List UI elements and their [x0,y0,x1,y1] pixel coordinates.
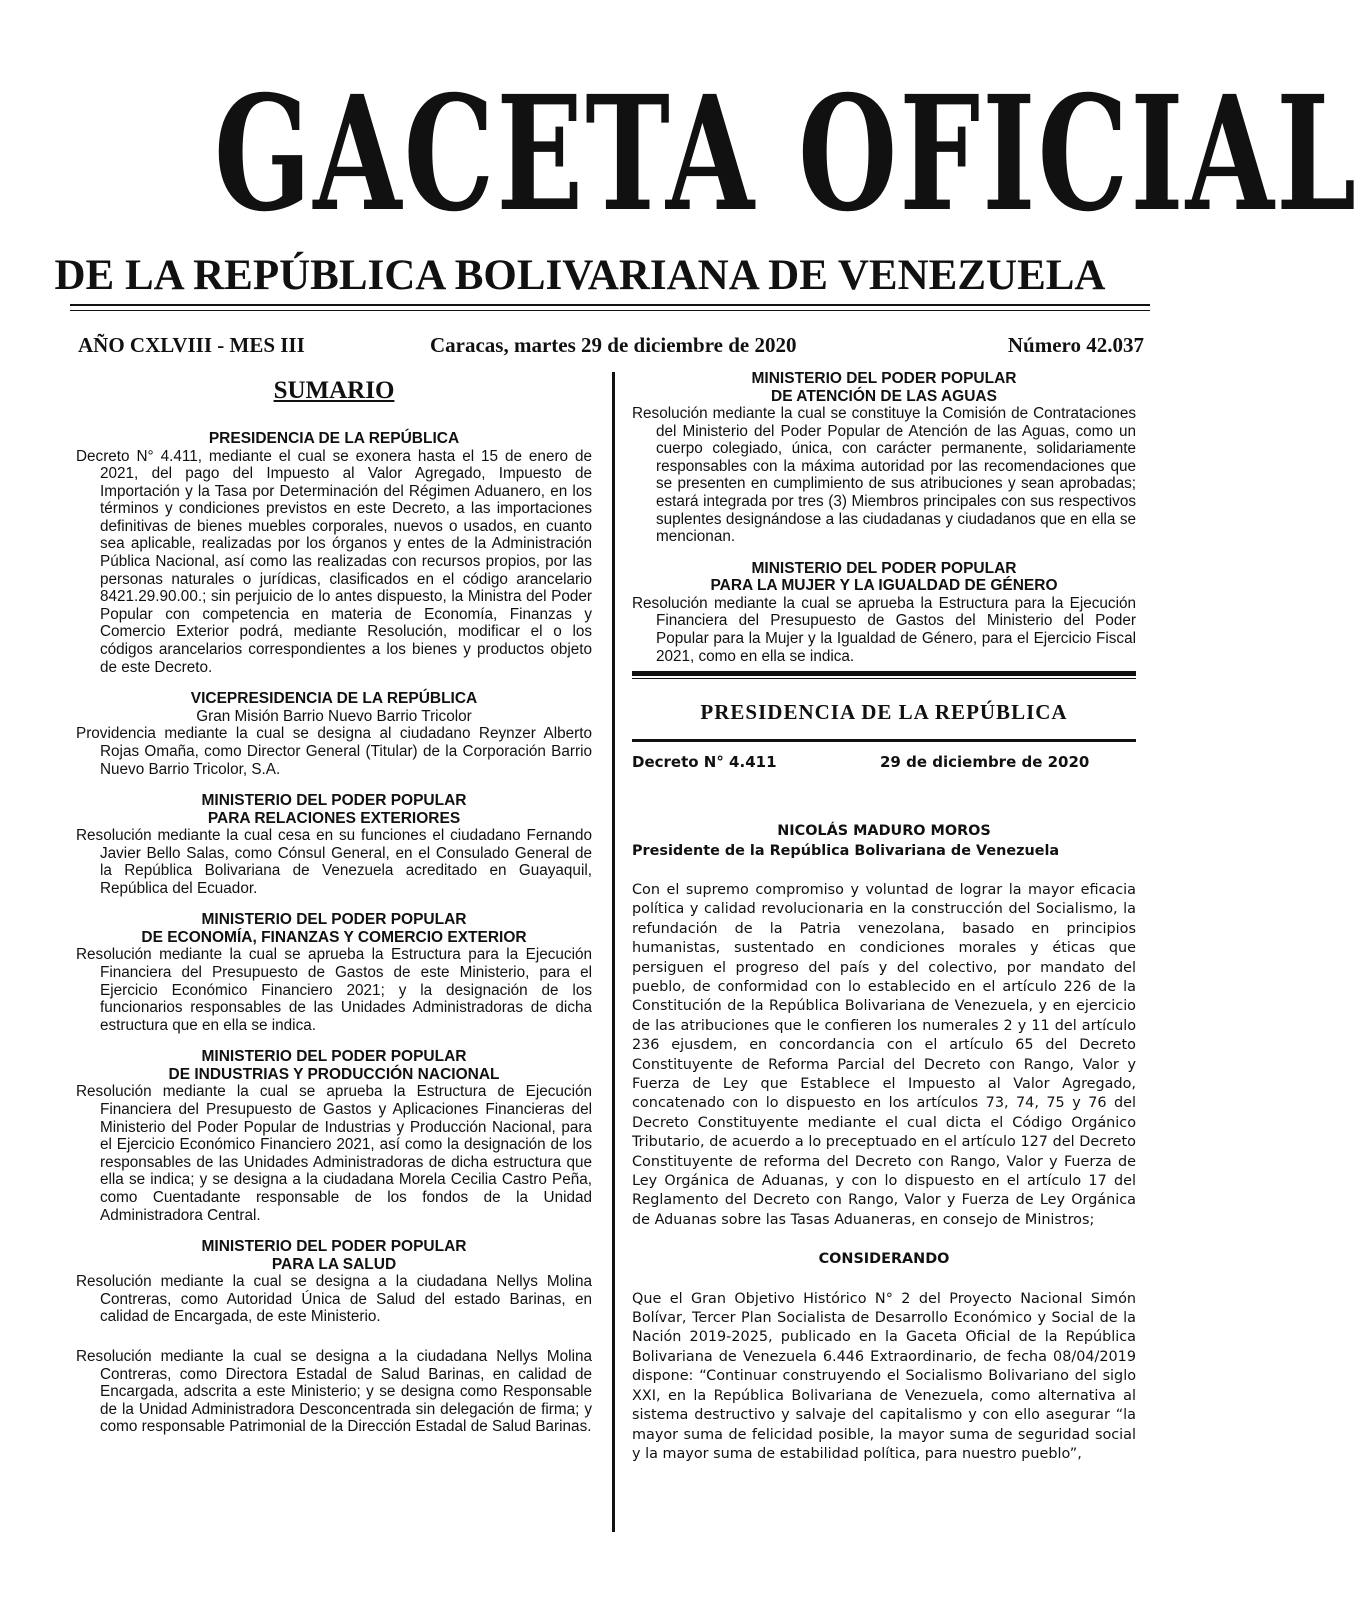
sumario-section [76,911,592,1034]
sumario-section [632,560,1136,665]
masthead-subtitle: DE LA REPÚBLICA BOLIVARIANA DE VENEZUELA [54,252,1106,299]
sumario-entry: Resolución mediante la cual se constituye la Comisión de Contrataciones del Ministerio del Poder Popular de Atención de las Aguas, como un cuerpo colegiado, única, con carácter permanente, solidariamente responsables con la máxima autoridad por las recomendaciones que se presenten en cumplimiento de sus atribuciones y sean aprobadas; estará integrada por tres (3) Miembros principales con sus respectivos suplentes designándose a las ciudadanas y ciudadanos que en ella se mencionan. [632,405,1136,546]
section-heading: MINISTERIO DEL PODER POPULAR [201,792,467,810]
decree-section-title: PRESIDENCIA DE LA REPÚBLICA [700,700,1068,725]
section-heading: MINISTERIO DEL PODER POPULAR [751,370,1017,387]
sumario-entry: Resolución mediante la cual cesa en su funciones el ciudadano Fernando Javier Bello Salas, como Cónsul General, en el Consulado General de la República Bolivariana de Venezuela acreditado en Guayaquil, República del Ecuador. [76,827,592,897]
decree-intro-paragraph: Con el supremo compromiso y voluntad de lograr la mayor eficacia política y calidad revolucionaria en la construcción del Socialismo, la refundación de la Patria venezolana, basado en principios humanistas, sustentado en condiciones morales y éticas que persiguen el progreso del país y del colectivo, por mandato del pueblo, de conformidad con lo establecido en el artículo 226 de la Constitución de la República Bolivariana de Venezuela, y en ejercicio de las atribuciones que le confieren los numerales 2 y 11 del artículo 236 ejusdem, en concordancia con el artículo 65 del Decreto Constituyente de Reforma Parcial del Decreto con Rango, Valor y Fuerza de Ley que Establece el Impuesto al Valor Agregado, concatenado con lo dispuesto en los artículos 73, 74, 75 y 76 del Decreto Constituyente mediante el cual dicta el Código Orgánico Tributario, de acuerdo a lo preceptuado en el artículo 127 del Decreto Constituyente de reforma del Decreto con Rango, Valor y Fuerza de Ley Orgánica de Aduanas, y con lo dispuesto en el artículo 17 del Reglamento del Decreto con Rango, Valor y Fuerza de Ley Orgánica de Aduanas sobre las Tasas Aduaneras, en consejo de Ministros; [632,881,1136,1228]
sumario-entry: Resolución mediante la cual se designa a la ciudadana Nellys Molina Contreras, como Autoridad Única de Salud del estado Barinas, en calidad de Encargada, de este Ministerio. [76,1273,592,1326]
header-rule-bottom [70,310,1150,311]
section-heading: PARA LA SALUD [271,1255,397,1273]
section-heading: MINISTERIO DEL PODER POPULAR [201,1048,467,1066]
sumario-section [76,690,592,778]
decree-number: Decreto N° 4.411 [632,753,777,772]
issue-city-date: Caracas, martes 29 de diciembre de 2020 [430,333,797,357]
right-column [632,370,1136,1484]
section-heading: VICEPRESIDENCIA DE LA REPÚBLICA [190,690,478,708]
masthead-title: GACETA OFICIAL [213,62,1358,247]
sumario-title: SUMARIO [273,377,395,404]
sumario-entry: Resolución mediante la cual se aprueba la Estructura para la Ejecución Financiera del Presupuesto de Gastos de este Ministerio, para el Ejercicio Económico Financiero 2021; y la designación de los funcionarios responsables de las Unidades Administradoras de dicha estructura que en ella se indica. [76,946,592,1034]
sumario-entry: Resolución mediante la cual se aprueba la Estructura de Ejecución Financiera del Presupuesto de Gastos y Aplicaciones Financieras del Ministerio del Poder Popular de Industrias y Producción Nacional, para el Ejercicio Económico Financiero 2021, así como la designación de los responsables de las Unidades Administradoras de dicha estructura que ella se indica; y se designa a la ciudadana Morela Cecilia Castro Peña, como Cuentadante responsable de los fondos de la Unidad Administradora Central. [76,1083,592,1224]
decree-number-row [632,754,1136,778]
decree-title-rule [632,739,1136,742]
sumario-entry: Decreto N° 4.411, mediante el cual se exonera hasta el 15 de enero de 2021, del pago del Impuesto al Valor Agregado, Impuesto de Importación y la Tasa por Determinación del Régimen Aduanero, en los términos y condiciones previstos en este Decreto, a las importaciones definitivas de bienes muebles corporales, nuevos o usados, en cuanto sea aplicable, realizadas por los órganos y entes de la Administración Pública Nacional, así como las realizadas con recursos propios, por las personas naturales o jurídicas, clasificados en el código arancelario 8421.29.90.00.; sin perjuicio de lo antes dispuesto, la Ministra del Poder Popular con competencia en materia de Economía, Finanzas y Comercio Exterior podrá, mediante Resolución, modificar el o los códigos arancelarios correspondientes a los bienes y productos objeto de este Decreto. [76,447,592,676]
sumario-entry: Providencia mediante la cual se designa al ciudadano Reynzer Alberto Rojas Omaña, como Director General (Titular) de la Corporación Barrio Nuevo Barrio Tricolor, S.A. [76,725,592,778]
decree-body [632,822,1136,1464]
president-role: Presidente de la República Bolivariana de Venezuela [632,842,1060,859]
considerando-paragraph: Que el Gran Objetivo Histórico N° 2 del Proyecto Nacional Simón Bolívar, Tercer Plan Socialista de Desarrollo Económico y Social de la Nación 2019-2025, publicado en la Gaceta Oficial de la República Bolivariana de Venezuela 6.446 Extraordinario, de fecha 08/04/2019 dispone: “Continuar construyendo el Socialismo Bolivariano del siglo XXI, en la República Bolivariana de Venezuela, como alternativa al sistema destructivo y salvaje del capitalismo y con ello asegurar “la mayor suma de felicidad posible, la mayor suma de seguridad social y la mayor suma de estabilidad política, para nuestro pueblo”, [632,1290,1136,1462]
president-name: NICOLÁS MADURO MOROS [777,823,991,840]
sumario-section [76,1048,592,1224]
section-divider-thin [632,678,1136,679]
sumario-entry: Resolución mediante la cual se designa a la ciudadana Nellys Molina Contreras, como Directora Estadal de Salud Barinas, en calidad de Encargada, adscrita a este Ministerio; y se designa como Responsable de la Unidad Administradora Desconcentrada sin delegación de firma; y como responsable Patrimonial de la Dirección Estadal de Salud Barinas. [76,1347,592,1436]
section-heading: PARA RELACIONES EXTERIORES [207,809,461,827]
sumario-left-column [76,376,592,1450]
section-heading: MINISTERIO DEL PODER POPULAR [201,911,467,929]
issue-info-row [78,333,1144,363]
section-heading: PRESIDENCIA DE LA REPÚBLICA [208,430,460,447]
column-divider [612,372,615,1532]
considerando-heading: CONSIDERANDO [818,1251,950,1268]
sumario-section [76,792,592,897]
sumario-section [76,430,592,676]
section-heading: DE ECONOMÍA, FINANZAS Y COMERCIO EXTERIOR [141,928,527,946]
section-heading: DE INDUSTRIAS Y PRODUCCIÓN NACIONAL [168,1065,500,1083]
sumario-section [632,370,1136,546]
section-heading: DE ATENCIÓN DE LAS AGUAS [771,387,997,405]
issue-number: Número 42.037 [1007,333,1144,357]
header-rule-top [70,304,1150,306]
section-subheading: Gran Misión Barrio Nuevo Barrio Tricolor [196,707,472,725]
section-heading: MINISTERIO DEL PODER POPULAR [751,559,1017,577]
section-heading: MINISTERIO DEL PODER POPULAR [201,1238,467,1256]
section-heading: PARA LA MUJER Y LA IGUALDAD DE GÉNERO [710,577,1058,595]
section-divider-thick [632,671,1136,676]
masthead [60,60,1358,260]
decree-date: 29 de diciembre de 2020 [880,753,1090,772]
sumario-entry: Resolución mediante la cual se aprueba la Estructura para la Ejecución Financiera del Presupuesto de Gastos del Ministerio del Poder Popular para la Mujer y la Igualdad de Género, para el Ejercicio Fiscal 2021, como en ella se indica. [632,594,1136,665]
sumario-section [76,1238,592,1436]
issue-year-month: AÑO CXLVIII - MES III [78,333,305,357]
